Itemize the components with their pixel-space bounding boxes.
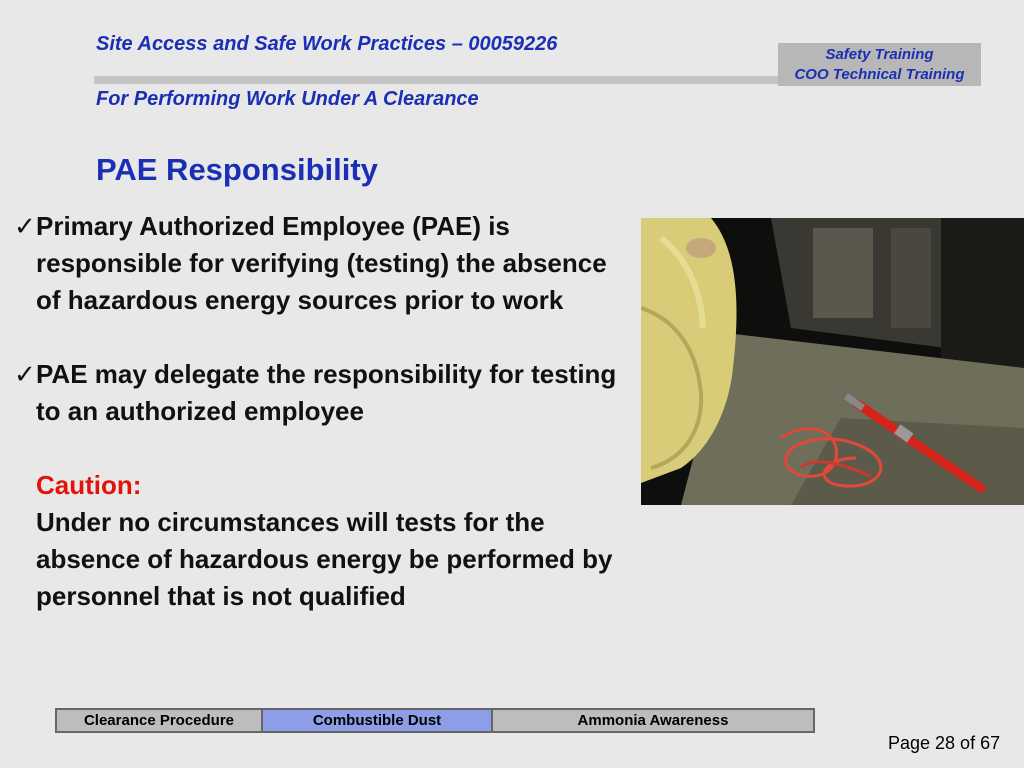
worker-testing-photo	[641, 218, 1024, 505]
caution-text: Under no circumstances will tests for the absence of hazardous energy be performed by personnel that is not qualified	[36, 507, 613, 611]
page-number: Page 28 of 67	[888, 733, 1001, 753]
slide-content	[14, 208, 634, 615]
checkmark-icon: ✓	[14, 359, 36, 389]
bullet-text: Primary Authorized Employee (PAE) is responsible for verifying (testing) the absence of hazardous energy sources prior to work	[36, 211, 607, 315]
badge-line-1: Safety Training	[825, 45, 934, 63]
bullet-item	[14, 356, 634, 430]
checkmark-icon: ✓	[14, 211, 36, 241]
header-divider	[94, 76, 778, 84]
module-nav	[55, 708, 815, 733]
header-title: Site Access and Safe Work Practices – 00059226	[96, 33, 558, 55]
bullet-item	[14, 208, 634, 319]
header-subtitle: For Performing Work Under A Clearance	[96, 88, 479, 110]
slide-title: PAE Responsibility	[96, 152, 378, 187]
badge-line-2: COO Technical Training	[794, 65, 965, 83]
tab-ammonia-awareness[interactable]: Ammonia Awareness	[491, 710, 813, 731]
bullet-text: PAE may delegate the responsibility for testing to an authorized employee	[36, 359, 617, 426]
tab-combustible-dust[interactable]: Combustible Dust	[261, 710, 491, 731]
caution-label: Caution:	[36, 470, 142, 500]
tab-clearance-procedure[interactable]: Clearance Procedure	[57, 710, 261, 731]
training-badge	[778, 43, 981, 86]
